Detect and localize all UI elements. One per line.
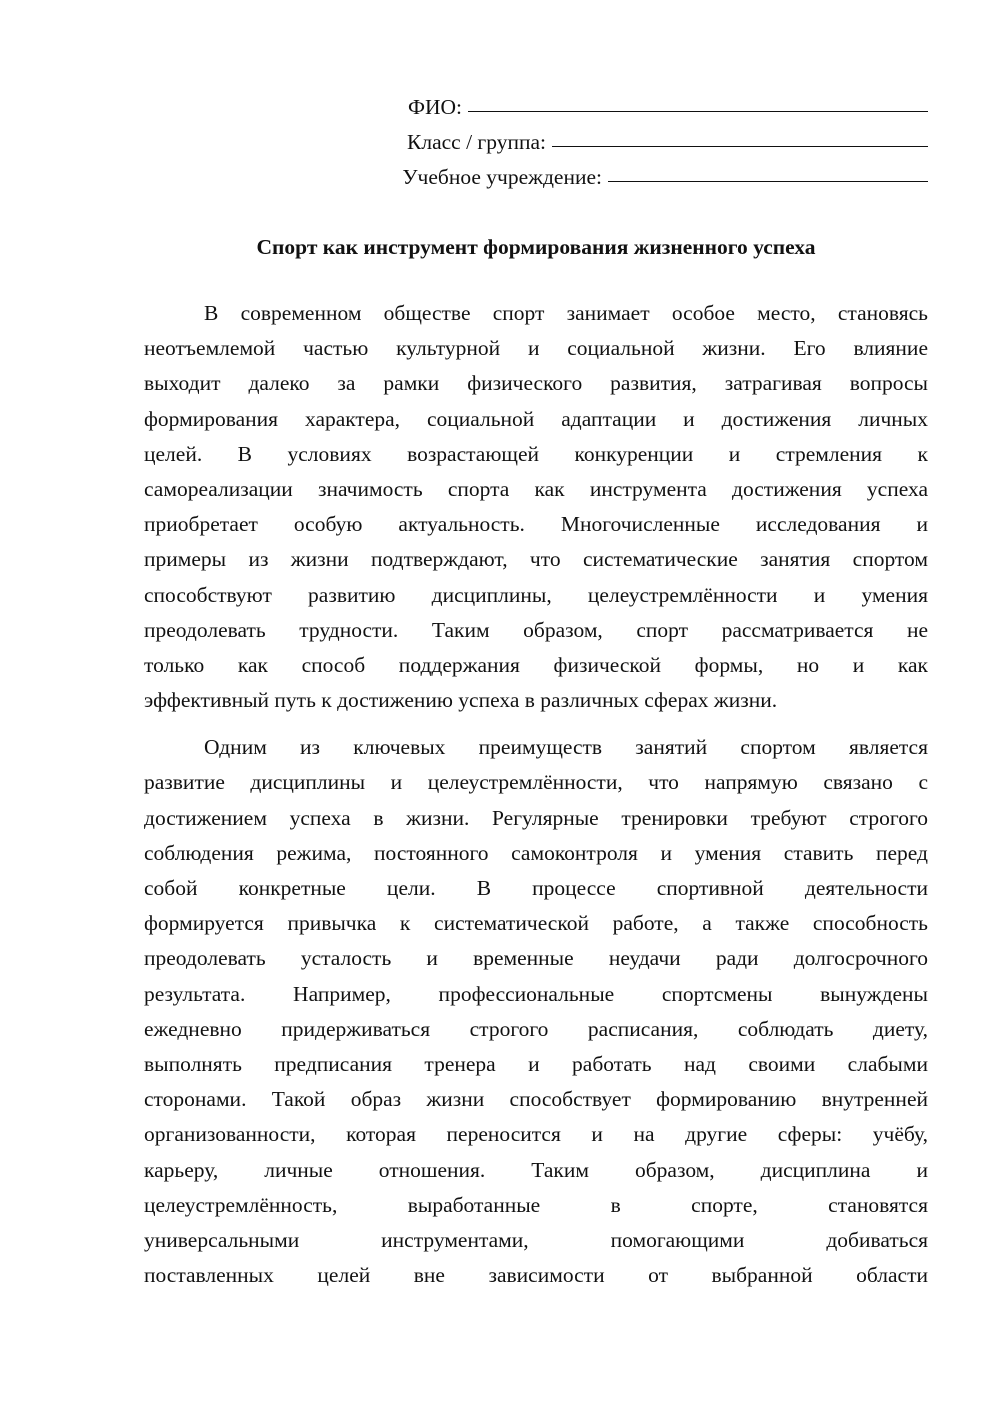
paragraph-line: способствуют развитию дисциплины, целеустремлённости и умения	[144, 582, 928, 607]
paragraph-line: карьеру, личные отношения. Таким образом, дисциплина и	[144, 1157, 928, 1182]
institution-label: Учебное учреждение:	[402, 165, 602, 189]
paragraph-line: универсальными инструментами, помогающими добиваться	[144, 1227, 928, 1252]
paragraph-line: ежедневно придерживаться строгого расписания, соблюдать диету,	[144, 1016, 928, 1041]
paragraph-line: неотъемлемой частью культурной и социальной жизни. Его влияние	[144, 336, 928, 361]
paragraph-line: целей. В условиях возрастающей конкуренции и стремления к	[144, 441, 928, 466]
paragraph-line: примеры из жизни подтверждают, что систематические занятия спортом	[144, 547, 928, 572]
essay-body	[144, 296, 928, 1305]
institution-blank-line	[608, 161, 928, 182]
paragraph-line: Одним из ключевых преимуществ занятий спортом является	[204, 735, 928, 760]
paragraph-line: выходит далеко за рамки физического развития, затрагивая вопросы	[144, 371, 928, 396]
paragraph-line: формируется привычка к систематической работе, а также способность	[144, 911, 928, 936]
paragraph-line: соблюдения режима, постоянного самоконтроля и умения ставить перед	[144, 840, 928, 865]
class-group-field	[328, 125, 928, 160]
paragraph-line: формирования характера, социальной адаптации и достижения личных	[144, 406, 928, 431]
paragraph-line: преодолевать трудности. Таким образом, спорт рассматривается не	[144, 617, 928, 642]
paragraph-line: результата. Например, профессиональные спортсмены вынуждены	[144, 981, 928, 1006]
paragraph-line: развитие дисциплины и целеустремлённости, что напрямую связано с	[144, 770, 928, 795]
paragraph-line: эффективный путь к достижению успеха в различных сферах жизни.	[144, 688, 778, 713]
paragraph	[144, 296, 928, 718]
paragraph-line: только как способ поддержания физической формы, но и как	[144, 652, 928, 677]
paragraph-line: сторонами. Такой образ жизни способствует формированию внутренней	[144, 1087, 928, 1112]
paragraph	[144, 730, 928, 1293]
fio-field	[328, 90, 928, 125]
paragraph-line: целеустремлённость, выработанные в спорте, становятся	[144, 1192, 928, 1217]
paragraph-line: преодолевать усталость и временные неудачи ради долгосрочного	[144, 946, 928, 971]
paragraph-line: приобретает особую актуальность. Многочисленные исследования и	[144, 512, 928, 537]
fio-label: ФИО:	[407, 95, 462, 119]
document-page	[144, 0, 928, 1414]
class-group-blank-line	[552, 126, 928, 147]
paragraph-line: поставленных целей вне зависимости от выбранной области	[144, 1263, 928, 1288]
paragraph-line: организованности, которая переносится и на другие сферы: учёбу,	[144, 1122, 928, 1147]
paragraph-line: выполнять предписания тренера и работать над своими слабыми	[144, 1051, 928, 1076]
paragraph-line: достижением успеха в жизни. Регулярные тренировки требуют строгого	[144, 805, 928, 830]
student-info-header	[328, 90, 928, 195]
paragraph-line: В современном обществе спорт занимает особое место, становясь	[204, 301, 928, 325]
essay-title: Спорт как инструмент формирования жизненного успеха	[256, 235, 816, 259]
paragraph-line: собой конкретные цели. В процессе спортивной деятельности	[144, 876, 928, 900]
class-group-label: Класс / группа:	[407, 130, 546, 154]
institution-field	[328, 160, 928, 195]
fio-blank-line	[468, 91, 928, 112]
paragraph-line: самореализации значимость спорта как инструмента достижения успеха	[144, 476, 928, 501]
